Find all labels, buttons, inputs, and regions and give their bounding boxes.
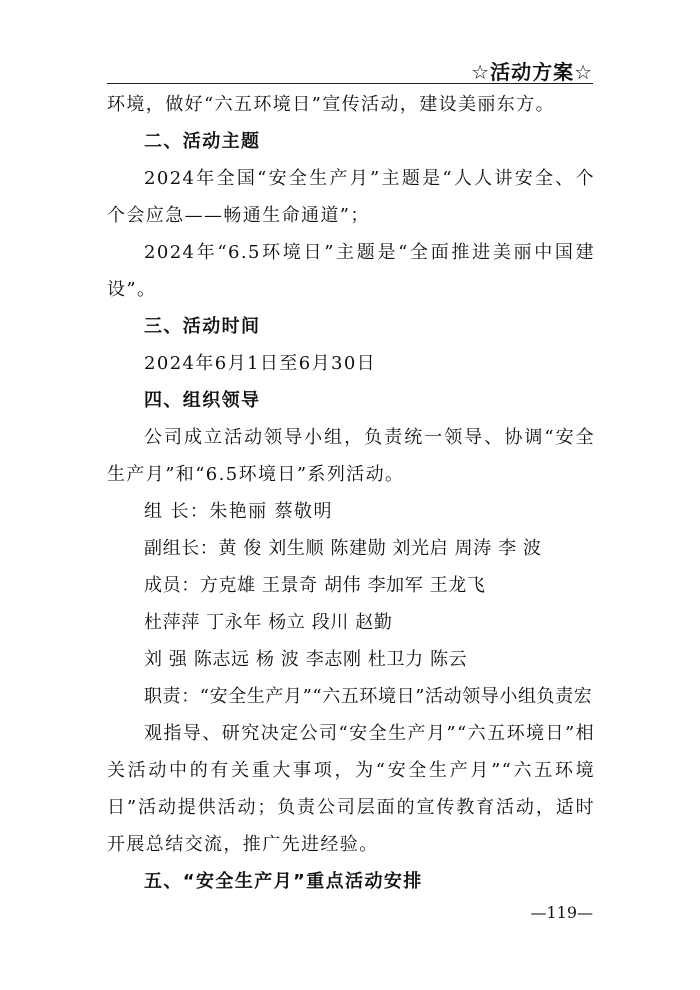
deputy-leader-line: 副组长：黄 俊 刘生顺 陈建勋 刘光启 周涛 李 波 <box>144 538 542 559</box>
group-leader-line: 组 长：朱艳丽 蔡敬明 <box>144 501 333 522</box>
duties-line: 职责：“安全生产月”“六五环境日”活动领导小组负责宏 <box>144 686 593 707</box>
members-line-2: 杜萍萍 丁永年 杨立 段川 赵勤 <box>144 612 393 633</box>
section-heading-theme: 二、活动主题 <box>144 131 261 152</box>
header-title: ☆活动方案☆ <box>471 60 593 84</box>
header-divider <box>107 83 593 84</box>
page-number: —119— <box>530 903 593 922</box>
paragraph-continuation: 环境，做好“六五环境日”宣传活动，建设美丽东方。 <box>107 94 556 115</box>
paragraph-leading-group: 公司成立活动领导小组，负责统一领导、协调“安全生产月”和“6.5环境日”系列活动。 <box>107 427 595 485</box>
paragraph-environment-day-theme: 2024年“6.5环境日”主题是“全面推进美丽中国建设”。 <box>107 242 595 300</box>
section-heading-key-activities: 五、“安全生产月”重点活动安排 <box>144 871 423 892</box>
paragraph-safety-month-theme: 2024年全国“安全生产月”主题是“人人讲安全、个个会应急——畅通生命通道”； <box>107 168 595 226</box>
members-line-3: 刘 强 陈志远 杨 波 李志刚 杜卫力 陈云 <box>144 649 468 670</box>
paragraph-duties: 观指导、研究决定公司“安全生产月”“六五环境日”相关活动中的有关重大事项，为“安全生产月”“六五环境日”活动提供活动；负责公司层面的宣传教育活动，适时开展总结交流，推广先进经验。 <box>107 723 595 855</box>
document-body <box>107 86 595 900</box>
paragraph-activity-dates: 2024年6月1日至6月30日 <box>144 353 377 374</box>
section-heading-leadership: 四、组织领导 <box>144 390 261 411</box>
members-line-1: 成员：方克雄 王景奇 胡伟 李加军 王龙飞 <box>144 575 486 596</box>
section-heading-time: 三、活动时间 <box>144 316 261 337</box>
